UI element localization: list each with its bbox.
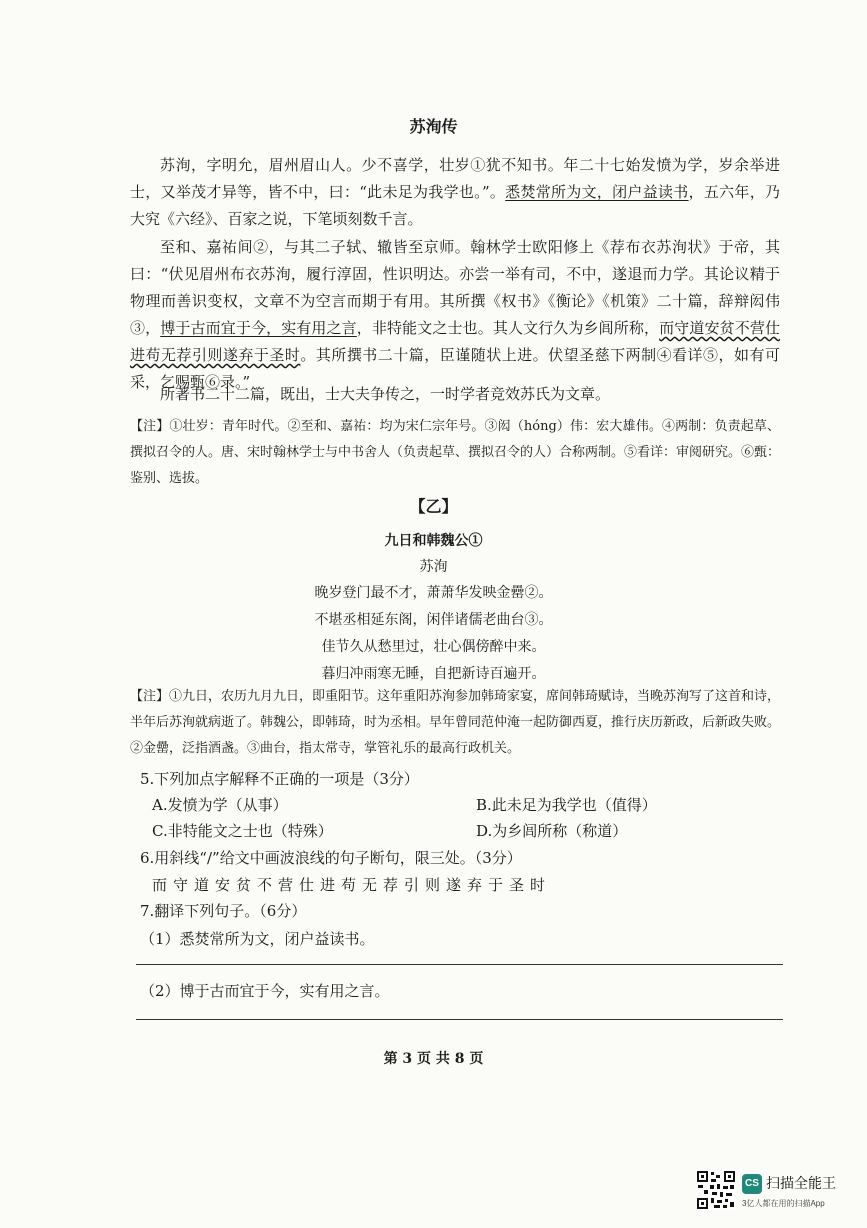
p2-text-c: 。其所撰书二十篇，臣谨随状上进。伏望圣慈下两制④看详⑤，如有可采，乞赐甄⑥录。” [130,346,780,391]
question-5: 5.下列加点字解释不正确的一项是（3分） [140,770,419,788]
page-number: 第 3 页 共 8 页 [383,1051,484,1067]
article-notes: 【注】①壮岁：青年时代。②至和、嘉祐：均为宋仁宗年号。③闳（hóng）伟：宏大雄伟。④两制：负责起草、撰拟召令的人。唐、宋时翰林学士与中书舍人（负责起草、撰拟召令的人）合称两制。⑤看详：审阅研究。⑥甄：鉴别、选拔。 [130,419,781,486]
p1-text-b: ，五六年，乃大究《六经》、百家之说，下笔顷刻数千言。 [130,183,780,228]
option-c: C.非特能文之士也（特殊） [152,822,333,840]
poem-author: 苏洵 [419,559,448,575]
option-d: D.为乡闾所称（称道） [476,822,628,840]
option-a: A.发愤为学（从事） [152,796,288,814]
p2-text-a: 至和、嘉祐间②，与其二子轼、辙皆至京师。翰林学士欧阳修上《荐布衣苏洵状》于帝，其曰：“伏见眉州布衣苏洵，履行淳固，性识明达。亦尝一举有司，不中，遂退而力学。其论议精于物理而善识变权，文章不为空言而期于有用。其所撰《权书》《衡论》《机策》二十篇，辞辩闳伟③， [130,238,780,337]
p2-underlined-sentence: 博于古而宜于今，实有用之言 [160,319,357,337]
article-paragraph-3: 所著书二十二篇，既出，士大夫争传之，一时学者竞效苏氏为文章。 [160,385,611,403]
p2-text-b: ，非特能文之士也。其人文行久为乡闾所称， [356,319,660,337]
poem-title: 九日和韩魏公① [384,533,483,549]
p1-underlined-sentence: 悉焚常所为文，闭户益读书 [505,183,689,201]
section-marker: 【乙】 [409,497,458,516]
question-7-part-1: （1）悉焚常所为文，闭户益读书。 [140,930,375,948]
scanner-watermark [696,1168,856,1218]
poem-line: 不堪丞相延东阁，闲伴诸儒老曲台③。 [314,612,553,628]
p2-wavy-sentence: 而守道安贫不营仕进苟无荐引则遂弃于圣时 [130,319,780,364]
question-7-part-2: （2）博于古而宜于今，实有用之言。 [140,982,390,1000]
brand-slogan: 3亿人都在用的扫描App [742,1199,825,1208]
poem-line: 暮归冲雨寒无睡，自把新诗百遍开。 [321,666,546,682]
p1-text-a: 苏洵，字明允，眉州眉山人。少不喜学，壮岁①犹不知书。年二十七始发愤为学，岁余举进士，又举茂才异等，皆不中，曰：“此未足为我学也。”。 [130,156,780,201]
article-paragraph-2 [130,234,780,396]
question-6-sentence: 而守道安贫不营仕进苟无荐引则遂弃于圣时 [152,876,552,894]
poem-line: 晚岁登门最不才，萧萧华发映金罍②。 [314,585,553,601]
question-7: 7.翻译下列句子。（6分） [140,902,307,920]
option-b: B.此未足为我学也（值得） [476,796,657,814]
camscanner-logo-icon: CS [742,1174,762,1194]
article-title: 苏洵传 [409,117,458,136]
brand-name: 扫描全能王 [766,1175,836,1191]
answer-line-1 [136,964,783,965]
article-paragraph-1 [130,152,780,233]
poem-body [0,580,867,688]
qr-code-icon [696,1170,736,1210]
answer-line-2 [136,1019,783,1020]
poem-notes: 【注】①九日，农历九月九日，即重阳节。这年重阳苏洵参加韩琦家宴，席间韩琦赋诗，当晚苏洵写了这首和诗，半年后苏洵就病逝了。韩魏公，即韩琦，时为丞相。早年曾同范仲淹一起防御西夏，推行庆历新政，后新政失败。②金罍，泛指酒盏。③曲台，指太常寺，掌管礼乐的最高行政机关。 [130,689,781,756]
poem-line: 佳节久从愁里过，壮心偶傍醉中来。 [321,639,546,655]
question-6: 6.用斜线“/”给文中画波浪线的句子断句，限三处。（3分） [140,849,522,867]
